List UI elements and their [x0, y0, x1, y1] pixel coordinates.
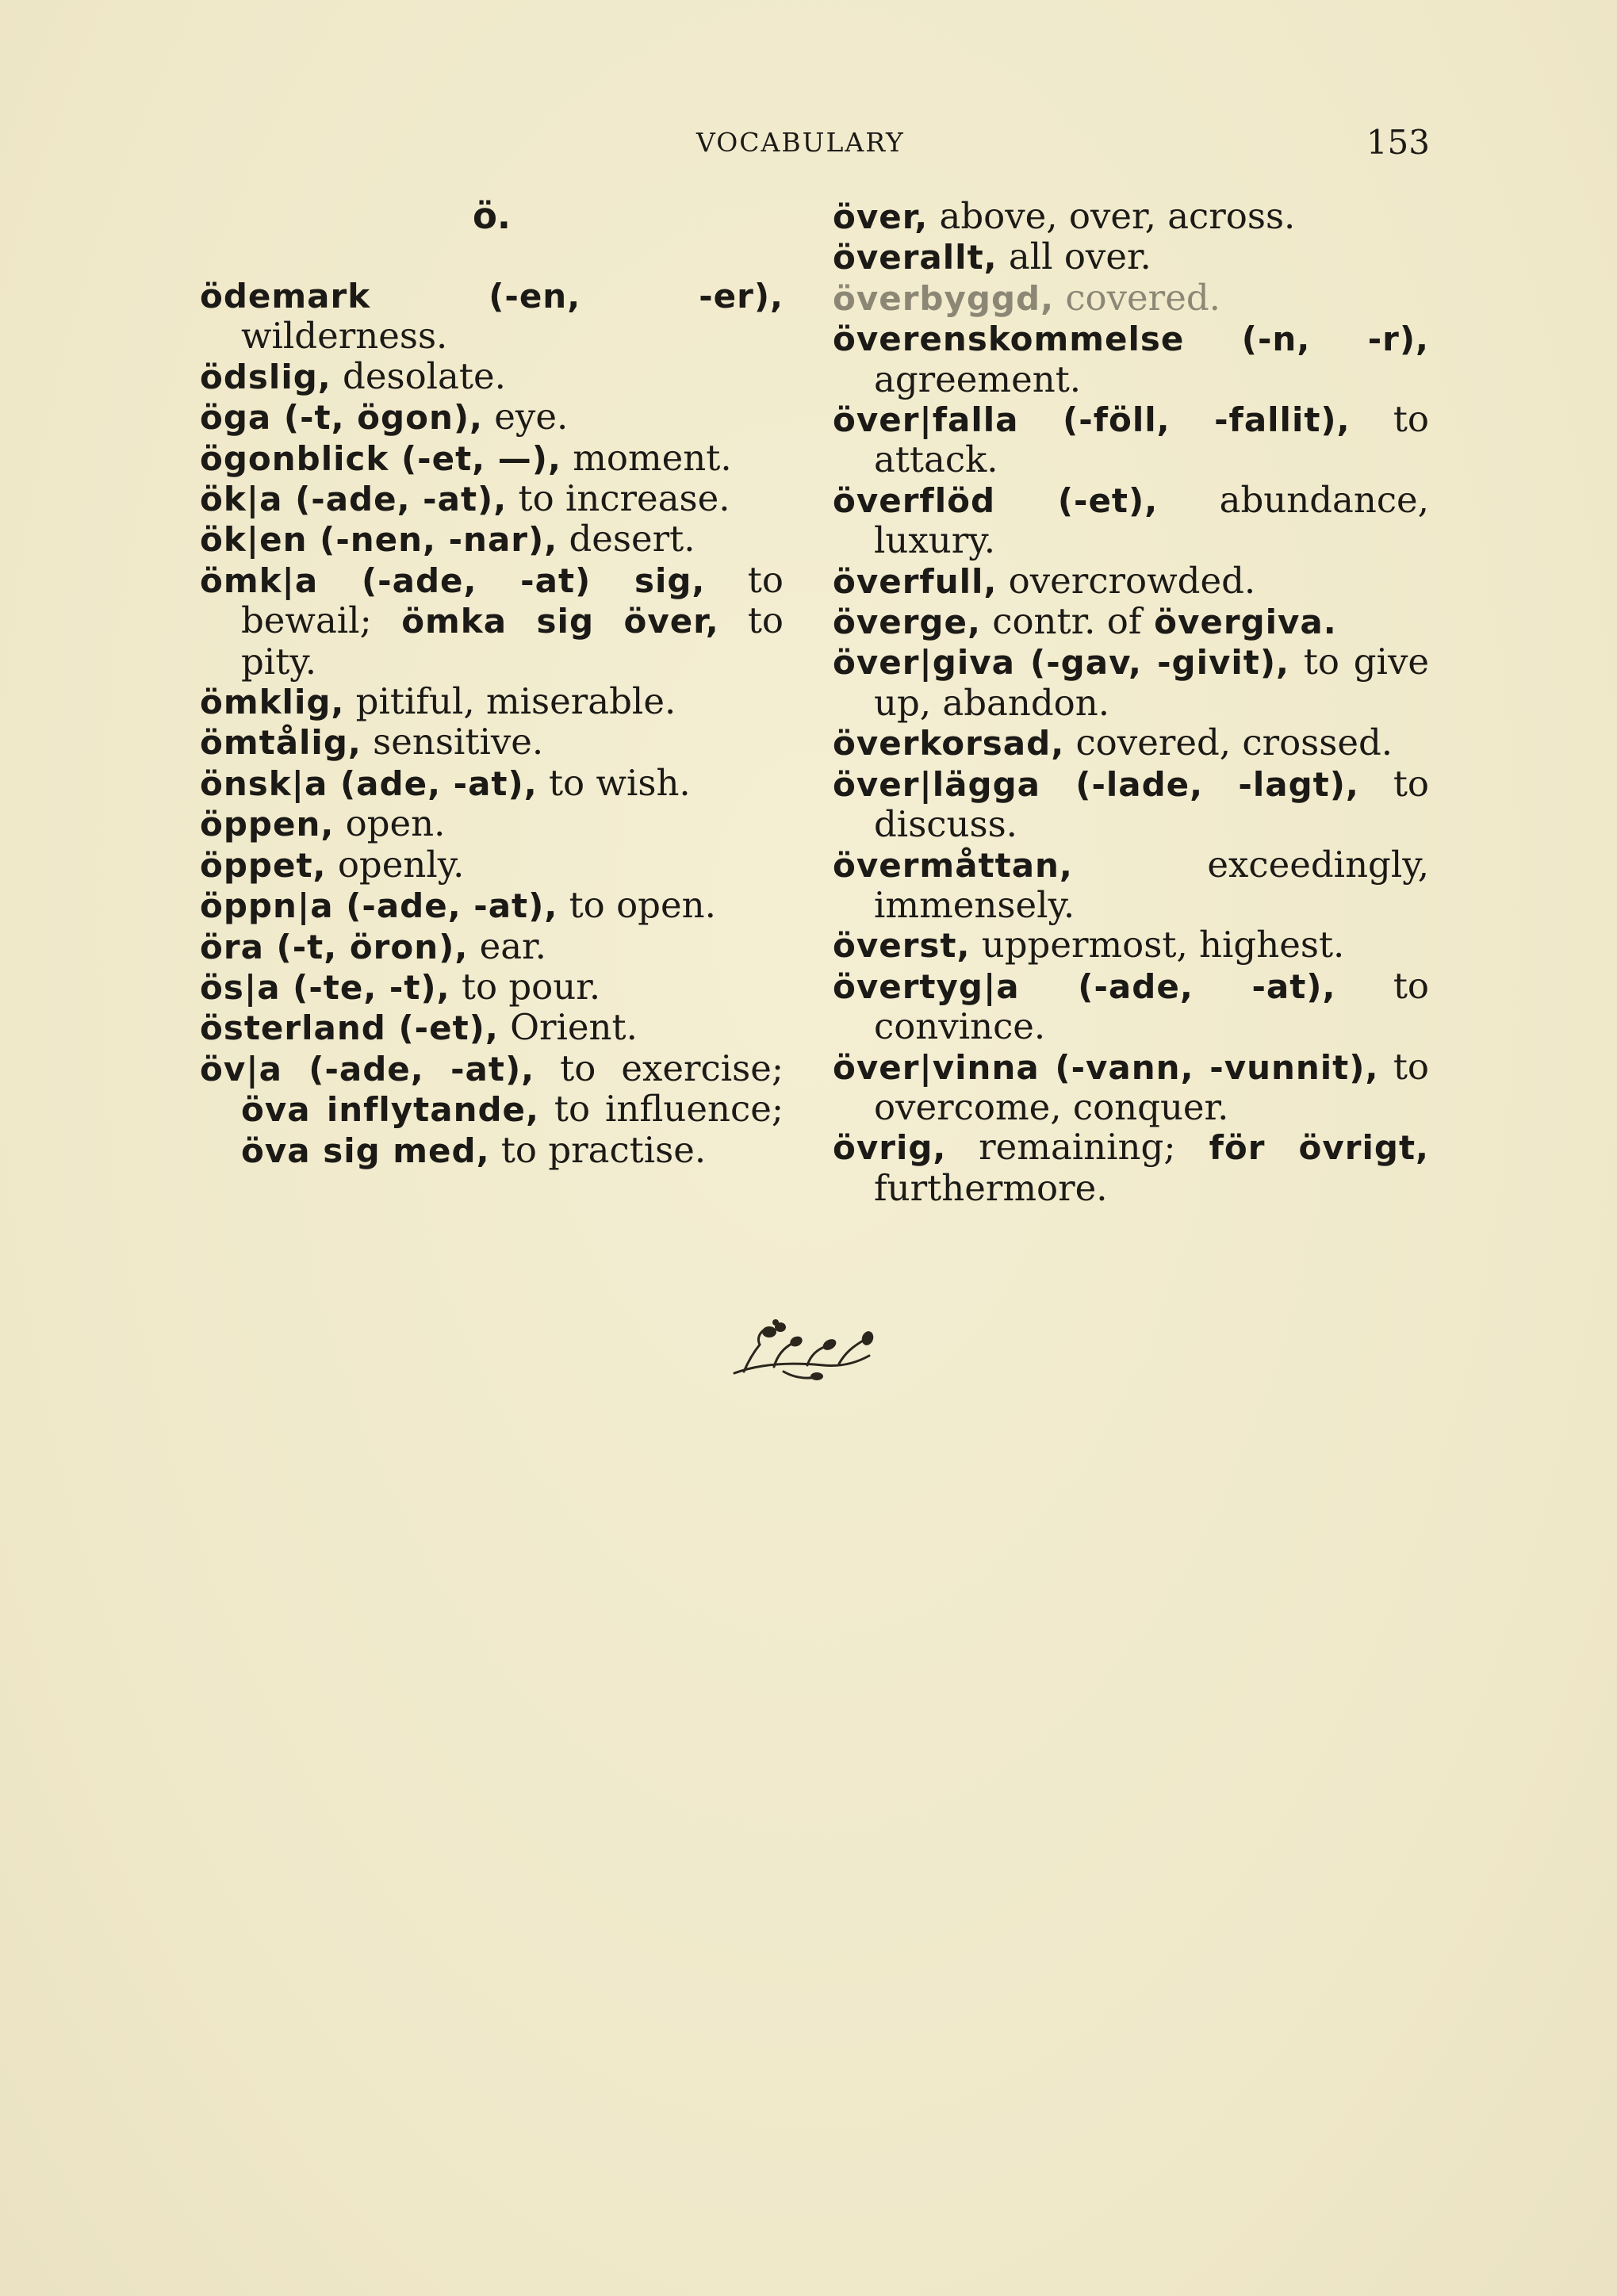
entry-headword: ök|en (-nen, -nar), — [200, 520, 558, 560]
vocabulary-entry — [833, 925, 1429, 966]
entry-headword: överge, — [833, 603, 981, 642]
entry-definition: to attack. — [874, 398, 1430, 481]
vocabulary-entry — [833, 723, 1429, 763]
entry-headword: överkorsad, — [833, 724, 1065, 763]
left-entry-list — [200, 276, 784, 1171]
vocabulary-entry — [200, 276, 784, 357]
entry-headword: öga (-t, ögon), — [200, 398, 483, 438]
vocabulary-entry — [200, 438, 784, 479]
entry-definition: contr. of — [980, 600, 1142, 643]
vocabulary-entry — [200, 479, 784, 519]
vocabulary-entry — [200, 967, 784, 1008]
vocabulary-entry — [200, 804, 784, 844]
entry-headword: ögonblick (-et, —), — [200, 438, 561, 478]
entry-headword: för övrigt, — [1175, 1128, 1429, 1168]
vocabulary-entry — [833, 237, 1429, 277]
vocabulary-entry — [200, 682, 784, 722]
vocabulary-entry — [200, 886, 784, 926]
entry-headword: över|vinna (-vann, -vunnit), — [833, 1047, 1379, 1087]
entry-headword: öva sig med, — [241, 1131, 490, 1170]
entry-definition: to exercise; — [535, 1047, 784, 1089]
entry-headword: öva inflytande, — [241, 1090, 539, 1130]
entry-headword: överfull, — [833, 561, 998, 601]
vocabulary-entry — [200, 722, 784, 763]
entry-definition: to influence; — [538, 1088, 784, 1131]
entry-definition: agreement. — [874, 358, 1082, 400]
entry-definition: ear. — [468, 924, 546, 967]
section-letter: ö. — [472, 195, 511, 237]
entry-definition: desert. — [558, 518, 695, 561]
vocabulary-entry — [833, 278, 1429, 319]
entry-definition: uppermost, highest. — [970, 924, 1345, 966]
vocabulary-entry — [200, 519, 784, 560]
vocabulary-entry — [833, 400, 1429, 480]
entry-headword: ömtålig, — [200, 723, 362, 763]
vocabulary-entry — [833, 602, 1429, 642]
entry-headword: ömklig, — [200, 683, 345, 722]
floral-tailpiece-icon — [728, 1316, 876, 1387]
vocabulary-entry — [200, 1008, 784, 1048]
entry-headword: öppen, — [200, 805, 335, 844]
entry-definition: to overcome, conquer. — [874, 1045, 1430, 1128]
vocabulary-entry — [200, 354, 784, 397]
vocabulary-entry — [200, 1049, 784, 1171]
vocabulary-entry — [200, 397, 784, 438]
vocabulary-entry — [833, 1047, 1429, 1128]
vocabulary-entry — [200, 924, 784, 967]
entry-definition: Orient. — [498, 1006, 638, 1049]
entry-definition: overcrowded. — [997, 559, 1256, 602]
entry-headword: över|lägga (-lade, -lagt), — [833, 764, 1359, 804]
entry-headword: övergiva. — [1141, 603, 1337, 642]
entry-definition: to discuss. — [874, 762, 1429, 846]
left-column — [200, 197, 784, 1171]
entry-headword: öra (-t, öron), — [200, 927, 469, 966]
entry-headword: över|giva (-gav, -givit), — [833, 643, 1289, 683]
entry-definition: all over. — [997, 235, 1151, 278]
entry-definition: abundance, luxury. — [874, 478, 1429, 562]
entry-definition: eye. — [483, 396, 569, 438]
entry-headword: önsk|a (ade, -at), — [200, 763, 538, 803]
entry-definition: to give up, abandon. — [874, 641, 1429, 724]
entry-headword: överallt, — [833, 238, 998, 277]
entry-headword: ök|a (-ade, -at), — [200, 480, 508, 519]
vocabulary-entry — [833, 480, 1429, 561]
entry-headword: österland (-et), — [200, 1008, 499, 1048]
vocabulary-entry — [200, 845, 784, 886]
entry-definition: to bewail; — [241, 558, 784, 642]
right-column — [833, 197, 1429, 1208]
entry-definition: pitiful, miserable. — [344, 680, 676, 723]
vocabulary-entry — [833, 845, 1429, 926]
entry-headword: öppet, — [200, 845, 327, 885]
entry-definition: to pity. — [241, 599, 784, 683]
entry-headword: över, — [833, 197, 929, 236]
entry-definition: to open. — [558, 884, 716, 927]
entry-definition: openly. — [326, 843, 465, 886]
vocabulary-entry — [833, 642, 1429, 723]
right-entry-list — [833, 197, 1429, 1208]
vocabulary-entry — [833, 966, 1429, 1047]
vocabulary-entry — [833, 319, 1429, 400]
entry-definition: exceedingly, immensely. — [874, 843, 1429, 926]
entry-headword: överflöd (-et), — [833, 480, 1159, 520]
entry-definition: sensitive. — [361, 721, 544, 763]
entry-headword: överbyggd, — [833, 278, 1055, 318]
entry-definition: covered, crossed. — [1064, 721, 1393, 764]
entry-headword: öppn|a (-ade, -at), — [200, 886, 558, 926]
entry-definition: furthermore. — [874, 1166, 1108, 1209]
vocabulary-entry — [833, 764, 1429, 845]
running-title: VOCABULARY — [696, 127, 905, 158]
entry-definition: above, over, across. — [928, 195, 1296, 237]
entry-headword: över|falla (-föll, -fallit), — [833, 400, 1351, 440]
entry-definition: to pour. — [450, 965, 601, 1008]
entry-definition: open. — [334, 802, 446, 845]
entry-definition: to practise. — [489, 1128, 707, 1171]
vocabulary-entry — [200, 558, 784, 683]
entry-definition: to increase. — [507, 477, 730, 520]
entry-definition: to convince. — [874, 964, 1430, 1048]
vocabulary-entry — [833, 197, 1429, 237]
entry-definition: to wish. — [537, 761, 691, 804]
vocabulary-entry — [833, 1127, 1429, 1208]
page-number: 153 — [1366, 123, 1430, 162]
entry-headword: ödslig, — [200, 357, 331, 396]
entry-definition: moment. — [561, 436, 732, 479]
entry-headword: övermåttan, — [833, 845, 1073, 885]
entry-headword: ömk|a (-ade, -at) sig, — [200, 561, 706, 600]
entry-definition: desolate. — [331, 354, 506, 397]
entry-headword: övrig, — [833, 1128, 947, 1168]
entry-headword: övertyg|a (-ade, -at), — [833, 966, 1336, 1006]
entry-headword: ös|a (-te, -t), — [200, 967, 450, 1007]
entry-headword: överenskommelse (-n, -r), — [833, 320, 1429, 359]
entry-headword: öv|a (-ade, -at), — [200, 1049, 535, 1089]
vocabulary-entry — [200, 763, 784, 804]
entry-headword: överst, — [833, 926, 971, 966]
entry-definition: remaining; — [946, 1126, 1176, 1169]
entry-definition: covered. — [1054, 276, 1220, 319]
vocabulary-entry — [833, 561, 1429, 602]
entry-definition: wilderness. — [241, 315, 448, 358]
entry-headword: ödemark (-en, -er), — [200, 277, 784, 316]
entry-headword: ömka sig över, — [371, 602, 719, 641]
